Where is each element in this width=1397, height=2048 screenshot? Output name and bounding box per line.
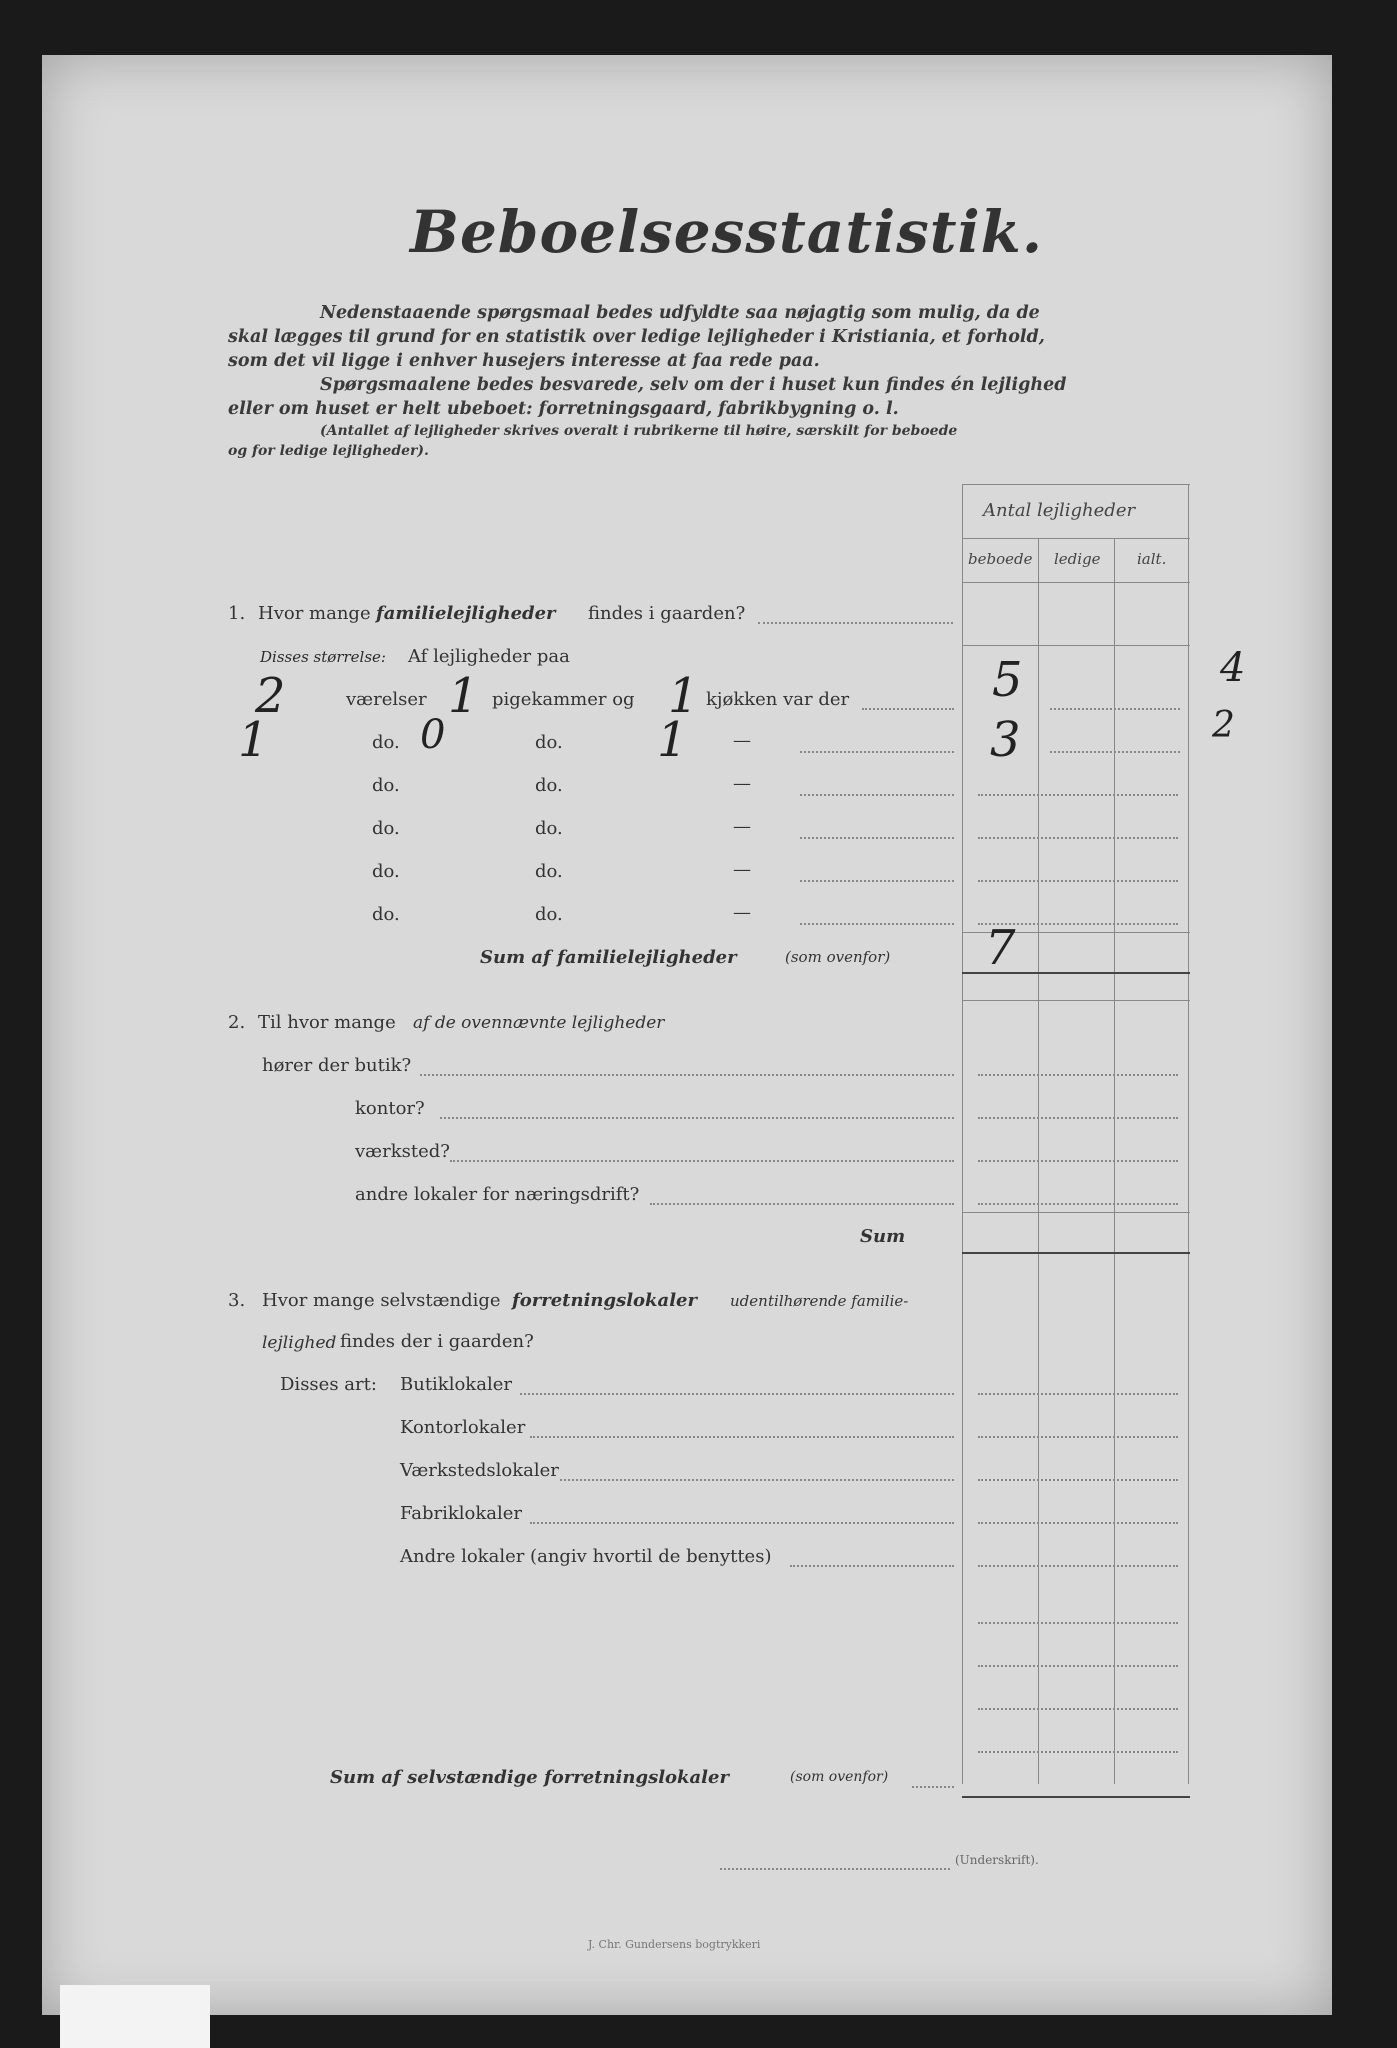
q1-size-text: Af lejligheder paa	[408, 646, 570, 667]
q3-text-e: lejlighed	[262, 1333, 337, 1353]
q1-maids-label: pigekammer og	[492, 689, 635, 710]
form-paper	[42, 55, 1332, 2015]
q1-text-b: familielejligheder	[376, 603, 556, 624]
q3-text-f: findes der i gaarden?	[340, 1331, 534, 1352]
table-row-line	[962, 645, 1190, 646]
q1-do-rooms: do.	[372, 904, 400, 925]
q1-sum-label: Sum af familielejligheder	[480, 947, 737, 968]
q3-kontor: Kontorlokaler	[400, 1417, 526, 1438]
sum-line	[962, 1252, 1190, 1254]
handwritten-margin: 4	[1220, 645, 1246, 691]
q1-do-maids: do.	[535, 818, 563, 839]
q1-dash: —	[733, 730, 751, 751]
table-top-line	[962, 484, 1190, 485]
dot-leader	[978, 1203, 1178, 1205]
q2-andre: andre lokaler for næringsdrift?	[355, 1184, 640, 1205]
dot-leader	[978, 1565, 1178, 1567]
intro-line: som det vil ligge i enhver husejers interesse at faa rede paa.	[228, 351, 820, 371]
dot-leader	[530, 1522, 954, 1524]
q1-sum-note: (som ovenfor)	[785, 948, 891, 966]
q1-text-a: Hvor mange	[258, 603, 371, 624]
q3-verksted: Værkstedslokaler	[400, 1460, 559, 1481]
table-column-line	[1188, 484, 1189, 1784]
handwritten-rooms: 2	[255, 668, 286, 724]
dot-leader	[530, 1436, 954, 1438]
table-group-line	[962, 538, 1190, 539]
q2-text-b: af de ovennævnte lejligheder	[413, 1013, 665, 1033]
q2-number: 2.	[228, 1012, 246, 1033]
handwritten-margin: 2	[1212, 705, 1235, 746]
q3-text-a: Hvor mange selvstændige	[262, 1290, 501, 1311]
intro-line: Spørgsmaalene bedes besvarede, selv om der i huset kun findes én lejlighed	[320, 375, 1067, 395]
q1-do-rooms: do.	[372, 775, 400, 796]
dot-leader	[790, 1565, 954, 1567]
q1-rooms-label: værelser	[346, 689, 427, 710]
q3-text-c: uden	[730, 1292, 768, 1310]
dot-leader	[978, 1160, 1178, 1162]
dot-leader	[800, 923, 954, 925]
sum-line	[962, 1796, 1190, 1798]
q3-sum-label: Sum af selvstændige forretningslokaler	[330, 1767, 729, 1788]
intro-line: eller om huset er helt ubeboet: forretningsgaard, fabrikbygning o. l.	[228, 399, 899, 419]
dot-leader	[978, 794, 1178, 796]
dot-leader	[1050, 708, 1180, 710]
table-row-line	[962, 1212, 1190, 1213]
dot-leader	[978, 1436, 1178, 1438]
dot-leader	[978, 880, 1178, 882]
dot-leader	[800, 751, 954, 753]
scan-corner	[60, 1985, 210, 2048]
q1-kitchen-label: kjøkken var der	[706, 689, 850, 710]
dot-leader	[450, 1160, 954, 1162]
q1-text-c: findes i gaarden?	[588, 603, 746, 624]
dot-leader	[650, 1203, 954, 1205]
dot-leader	[862, 708, 954, 710]
dot-leader	[978, 1665, 1178, 1667]
q1-dash: —	[733, 816, 751, 837]
q1-do-rooms: do.	[372, 732, 400, 753]
q2-verksted: værksted?	[355, 1141, 450, 1162]
handwritten-beboede: 3	[990, 712, 1021, 768]
q3-andre: Andre lokaler (angiv hvortil de benyttes)	[400, 1546, 772, 1567]
intro-line: skal lægges til grund for en statistik over ledige lejligheder i Kristiania, et forhold,	[228, 327, 1045, 347]
dot-leader	[800, 837, 954, 839]
dot-leader	[978, 1708, 1178, 1710]
column-header-ledige: ledige	[1054, 550, 1101, 568]
dot-leader	[912, 1786, 954, 1788]
dot-leader	[978, 1074, 1178, 1076]
q3-butik: Butiklokaler	[400, 1374, 512, 1395]
q1-do-maids: do.	[535, 904, 563, 925]
handwritten-maids: 1	[448, 668, 479, 724]
page-title: Beboelsesstatistik.	[410, 198, 1044, 266]
table-header-line	[962, 582, 1190, 583]
q1-do-maids: do.	[535, 732, 563, 753]
q1-number: 1.	[228, 603, 246, 624]
dot-leader	[978, 1117, 1178, 1119]
q1-do-maids: do.	[535, 861, 563, 882]
dot-leader	[520, 1393, 954, 1395]
dot-leader	[420, 1074, 954, 1076]
handwritten-kitchen: 1	[668, 668, 699, 724]
table-column-line	[962, 484, 963, 1784]
dot-leader	[978, 837, 1178, 839]
dot-leader	[978, 1751, 1178, 1753]
q1-do-rooms: do.	[372, 818, 400, 839]
signature-label: (Underskrift).	[955, 1853, 1039, 1867]
q3-text-b: forretningslokaler	[512, 1290, 697, 1311]
intro-note: og for ledige lejligheder).	[228, 443, 429, 459]
dot-leader	[978, 1393, 1178, 1395]
intro-line: Nedenstaaende spørgsmaal bedes udfyldte saa nøjagtig som mulig, da de	[320, 303, 1040, 323]
table-row-line	[962, 1000, 1190, 1001]
q1-dash: —	[733, 773, 751, 794]
q1-do-rooms: do.	[372, 861, 400, 882]
q3-sum-note: (som ovenfor)	[790, 1769, 889, 1785]
q2-text-a: Til hvor mange	[258, 1012, 396, 1033]
q1-dash: —	[733, 859, 751, 880]
column-header-ialt: ialt.	[1137, 550, 1167, 568]
dot-leader	[800, 880, 954, 882]
signature-line	[720, 1868, 950, 1870]
dot-leader	[758, 622, 953, 624]
q1-size-label: Disses størrelse:	[260, 648, 386, 666]
handwritten-kitchen: 1	[657, 712, 688, 768]
handwritten-rooms: 1	[238, 712, 269, 768]
q1-do-maids: do.	[535, 775, 563, 796]
intro-note: (Antallet af lejligheder skrives overalt i rubrikerne til høire, særskilt for beboede	[320, 423, 958, 439]
table-group-header: Antal lejligheder	[983, 500, 1136, 521]
q2-sum-label: Sum	[860, 1226, 906, 1247]
q1-dash: —	[733, 902, 751, 923]
printer-credit: J. Chr. Gundersens bogtrykkeri	[588, 1938, 761, 1951]
dot-leader	[978, 1522, 1178, 1524]
handwritten-beboede: 5	[992, 652, 1023, 708]
dot-leader	[1050, 751, 1180, 753]
column-header-beboede: beboede	[968, 550, 1033, 568]
q3-art-label: Disses art:	[280, 1374, 377, 1395]
q3-number: 3.	[228, 1290, 246, 1311]
handwritten-maids: 0	[420, 712, 446, 758]
q2-butik: hører der butik?	[262, 1055, 412, 1076]
dot-leader	[978, 1479, 1178, 1481]
q3-text-d: tilhørende familie-	[768, 1292, 909, 1310]
q2-kontor: kontor?	[355, 1098, 425, 1119]
dot-leader	[440, 1117, 954, 1119]
handwritten-sum: 7	[985, 920, 1016, 976]
dot-leader	[978, 1622, 1178, 1624]
dot-leader	[800, 794, 954, 796]
q3-fabrik: Fabriklokaler	[400, 1503, 523, 1524]
dot-leader	[560, 1479, 954, 1481]
